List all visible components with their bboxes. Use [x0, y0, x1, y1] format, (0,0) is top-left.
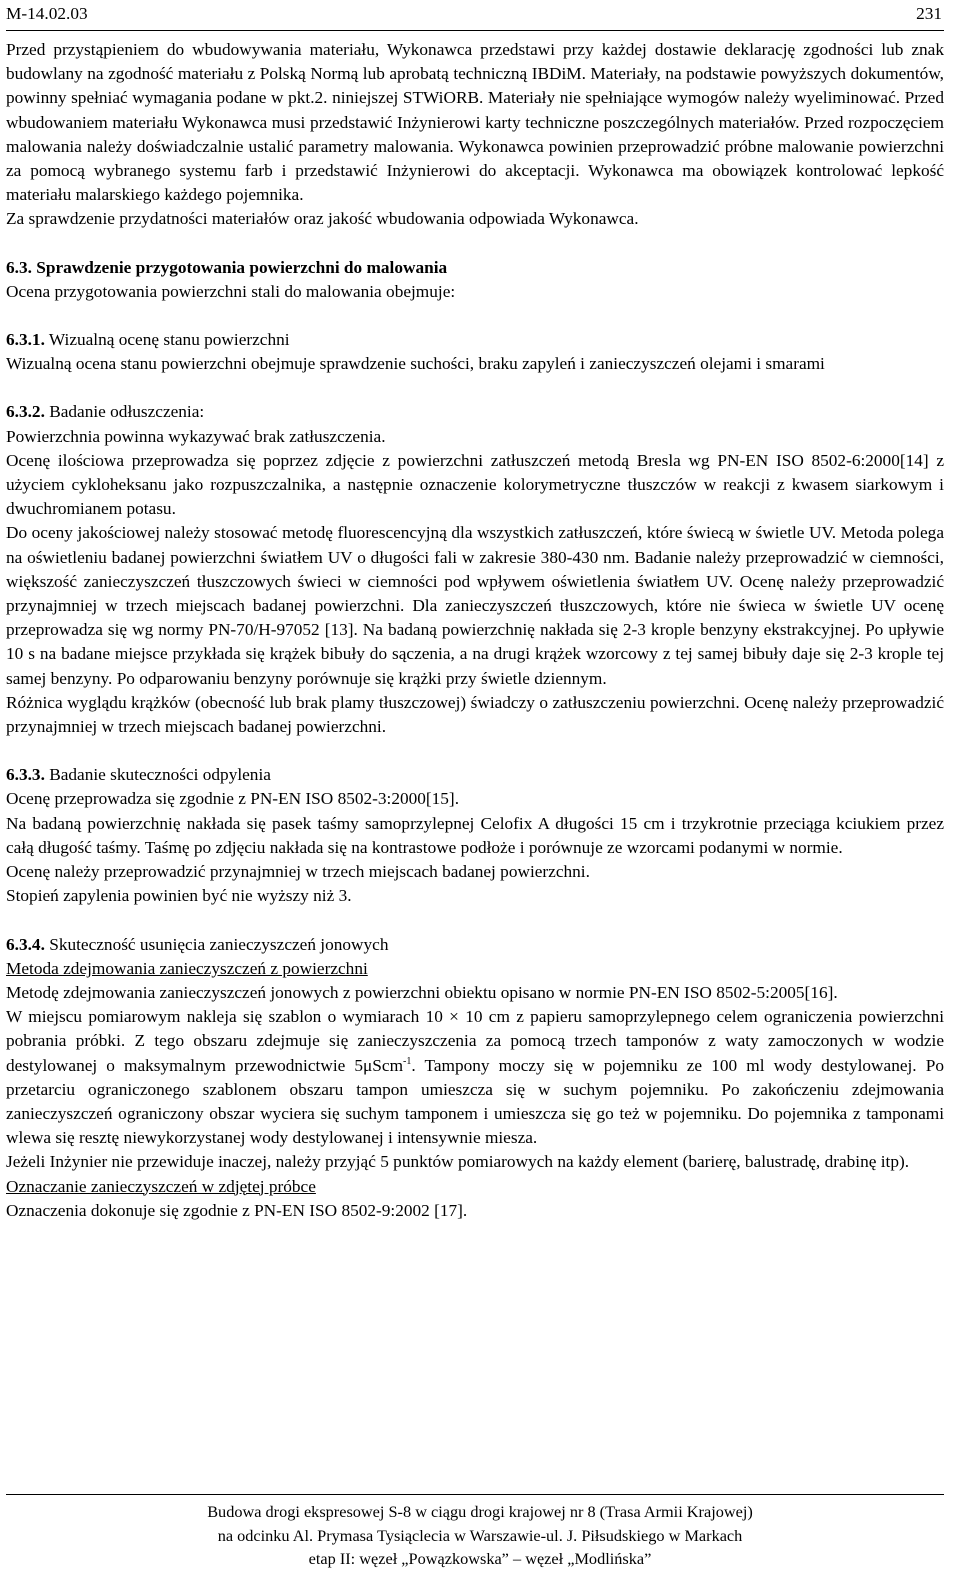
page-number: 231 — [916, 4, 942, 23]
footer-line: Budowa drogi ekspresowej S-8 w ciągu drogi krajowej nr 8 (Trasa Armii Krajowej) — [207, 1502, 753, 1521]
paragraph: Do oceny jakościowej należy stosować metodę fluorescencyjną dla wszystkich zatłuszczeń, które świecą w świetle UV. Metoda polega na oświetleniu badanej powierzchni światłem UV o długości fali w zakresie 380-430 nm. Badanie należy przeprowadzić w ciemności, większość zanieczyszczeń tłuszczowych świeci w ciemności pod wpływem oświetlenia światłem UV. Ocenę należy przeprowadzić przynajmniej w trzech miejscach badanej powierzchni. Dla zanieczyszczeń tłuszczowych, które nie świeca w świetle UV ocenę przeprowadza się wg normy PN-70/H-97052 [13]. Na badaną powierzchnię nakłada się 2-3 krople benzyny ekstrakcyjnej. Po upływie 10 s na badane miejsce przykłada się krążek bibuły do sączenia, a na drugi krążek wzorcowy z tej samej bibuły daje się 2-3 krople tej samej benzyny. Po odparowaniu benzyny porównuje się krążki przy świetle dziennym. — [6, 523, 944, 688]
footer-line: na odcinku Al. Prymasa Tysiąclecia w Warszawie-ul. J. Piłsudskiego w Markach — [217, 1525, 743, 1545]
section-heading-6-3-4 — [6, 933, 944, 957]
paragraph-text: W miejscu pomiarowym nakleja się szablon o wymiarach 10 × 10 cm z papieru samoprzylepnego celem ograniczenia powierzchni pobrania próbki. Z tego obszaru zdejmuje się zanieczyszczenia za pomocą trzech tamponów z waty zamoczonych w wodzie destylowanej o maksymalnym przewodnictwie 5μScm — [6, 1007, 944, 1075]
section-number: 6.3.3. — [6, 765, 45, 785]
section-heading-6-3 — [6, 256, 944, 280]
paragraph — [6, 1005, 944, 1150]
paragraph: Powierzchnia powinna wykazywać brak zatłuszczenia. — [6, 426, 386, 446]
paragraph: Ocenę przeprowadza się zgodnie z PN-EN ISO 8502-3:2000[15]. — [6, 789, 460, 809]
subheading-text: Oznaczanie zanieczyszczeń w zdjętej próbce — [6, 1176, 316, 1196]
footer-line: etap II: węzeł „Powązkowska” – węzeł „Modlińska” — [308, 1549, 652, 1568]
paragraph: Oznaczenia dokonuje się zgodnie z PN-EN ISO 8502-9:2002 [17]. — [6, 1200, 468, 1220]
footer-rule — [6, 1494, 944, 1495]
section-title: Skuteczność usunięcia zanieczyszczeń jonowych — [49, 934, 389, 954]
paragraph: Stopień zapylenia powinien być nie wyższy niż 3. — [6, 886, 352, 906]
paragraph: Ocena przygotowania powierzchni stali do malowania obejmuje: — [6, 281, 456, 301]
paragraph: Na badaną powierzchnię nakłada się pasek taśmy samoprzylepnej Celofix A długości 15 cm i trzykrotnie przeciąga kciukiem przez całą długość taśmy. Taśmę po zdjęciu nakłada się na kontrastowe podłoże i porównuje ze wzorcami podanymi w normie. — [6, 813, 944, 857]
paragraph: Za sprawdzenie przydatności materiałów oraz jakość wbudowania odpowiada Wykonawca. — [6, 209, 639, 229]
section-heading-6-3-1 — [6, 328, 944, 352]
section-number: 6.3.2. — [6, 402, 45, 422]
paragraph: Przed przystąpieniem do wbudowywania materiału, Wykonawca przedstawi przy każdej dostawie deklarację zgodności lub znak budowlany na zgodność materiału z Polską Normą lub aprobatą techniczną IBDiM. Materiały, na podstawie powyższych dokumentów, powinny spełniać wymagania podane w pkt.2. niniejszej STWiORB. Materiały nie spełniające wymogów należy wyeliminować. Przed wbudowaniem materiału Wykonawca musi przedstawić Inżynierowi karty techniczne poszczególnych materiałów. Przed rozpoczęciem malowania należy doświadczalnie ustalić parametry malowania. Wykonawca powinien przeprowadzić próbne malowanie powierzchni za pomocą wybranego systemu farb i przedstawić Inżynierowi do akceptacji. Wykonawca ma obowiązek kontrolować lepkość materiału malarskiego każdego pojemnika. — [6, 40, 944, 205]
subheading — [6, 1175, 944, 1199]
document-code: M-14.02.03 — [6, 4, 88, 23]
paragraph-text: . Tampony moczy się w pojemniku ze 100 ml wody destylowanej. Po przetarciu ograniczonego szablonem obszaru tampon umieszcza się w suchym pojemniku. Po zakończeniu zdejmowania zanieczyszczeń ograniczony obszar wyciera się suchym tamponem i umieszcza się go też w pojemniku. Do pojemnika z tamponami wlewa się resztę niewykorzystanej wody destylowanej i intensywnie miesza. — [6, 1055, 944, 1148]
paragraph: Ocenę należy przeprowadzić przynajmniej w trzech miejscach badanej powierzchni. — [6, 862, 590, 882]
paragraph: Różnica wyglądu krążków (obecność lub brak plamy tłuszczowej) świadczy o zatłuszczeniu powierzchni. Ocenę należy przeprowadzić przynajmniej w trzech miejscach badanej powierzchni. — [6, 692, 944, 737]
section-heading-6-3-3 — [6, 763, 944, 787]
superscript: -1 — [403, 1055, 412, 1067]
subheading-text: Metoda zdejmowania zanieczyszczeń z powierzchni — [6, 958, 368, 978]
section-title: Wizualną ocenę stanu powierzchni — [48, 330, 290, 350]
paragraph: Wizualną ocena stanu powierzchni obejmuje sprawdzenie suchości, braku zapyleń i zanieczyszczeń olejami i smarami — [6, 354, 825, 374]
paragraph: Jeżeli Inżynier nie przewiduje inaczej, należy przyjąć 5 punktów pomiarowych na każdy element (barierę, balustradę, drabinę itp). — [6, 1152, 910, 1172]
section-number: 6.3.4. — [6, 934, 45, 954]
paragraph: Ocenę ilościowa przeprowadza się poprzez zdjęcie z powierzchni zatłuszczeń metodą Bresla wg PN-EN ISO 8502-6:2000[14] z użyciem cykloheksanu jako rozpuszczalnika, a następnie oznaczenie kolorymetryczne tłuszczów w reakcji z kwasem siarkowym i dwuchromianem potasu. — [6, 450, 944, 519]
page-footer — [0, 1500, 960, 1571]
section-title: Badanie skuteczności odpylenia — [49, 765, 271, 785]
section-title: Sprawdzenie przygotowania powierzchni do malowania — [36, 257, 448, 277]
section-number: 6.3. — [6, 257, 32, 277]
subheading — [6, 957, 944, 981]
header-rule — [6, 30, 944, 31]
paragraph: Metodę zdejmowania zanieczyszczeń jonowych z powierzchni obiektu opisano w normie PN-EN ISO 8502-5:2005[16]. — [6, 982, 838, 1002]
section-title: Badanie odłuszczenia: — [49, 402, 205, 422]
section-number: 6.3.1. — [6, 330, 45, 350]
section-heading-6-3-2 — [6, 400, 944, 424]
document-body — [6, 38, 944, 1223]
